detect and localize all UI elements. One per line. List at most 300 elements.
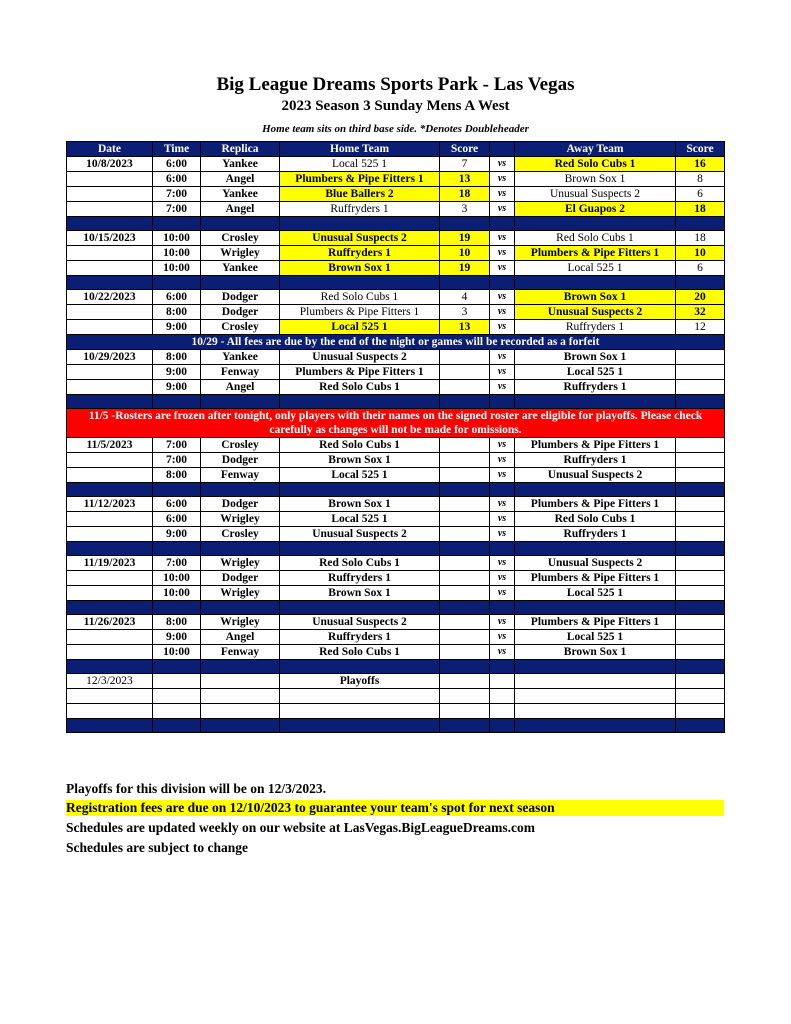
time-cell: 7:00	[153, 453, 201, 468]
game-row	[67, 261, 725, 276]
away-score-cell	[676, 586, 725, 601]
home-score-cell	[440, 497, 490, 512]
game-row	[67, 187, 725, 202]
away-score-cell	[676, 512, 725, 527]
home-score-cell: 19	[440, 231, 490, 246]
home-score-cell: 18	[440, 187, 490, 202]
time-cell: 9:00	[153, 380, 201, 395]
separator-cell	[490, 542, 515, 556]
away-team-cell: Unusual Suspects 2	[515, 556, 676, 571]
game-row	[67, 586, 725, 601]
away-score-cell	[676, 497, 725, 512]
away-score-cell	[676, 571, 725, 586]
vs-cell: vs	[490, 438, 515, 453]
replica-cell: Fenway	[201, 365, 280, 380]
away-team-cell: Red Solo Cubs 1	[515, 512, 676, 527]
game-row	[67, 305, 725, 320]
separator-cell	[201, 276, 280, 290]
away-score-cell	[676, 468, 725, 483]
home-team-cell: Unusual Suspects 2	[280, 527, 440, 542]
game-row	[67, 527, 725, 542]
home-team-cell: Plumbers & Pipe Fitters 1	[280, 305, 440, 320]
replica-cell: Crosley	[201, 231, 280, 246]
replica-cell: Angel	[201, 380, 280, 395]
home-score-cell: 3	[440, 202, 490, 217]
separator-cell	[515, 217, 676, 231]
date-cell: 11/5/2023	[67, 438, 153, 453]
away-score-cell	[676, 630, 725, 645]
time-cell: 6:00	[153, 497, 201, 512]
home-team-cell: Local 525 1	[280, 320, 440, 335]
game-row	[67, 468, 725, 483]
vs-cell: vs	[490, 231, 515, 246]
away-team-cell: Local 525 1	[515, 365, 676, 380]
home-team-cell: Ruffryders 1	[280, 202, 440, 217]
home-score-cell	[440, 571, 490, 586]
home-score-cell	[440, 556, 490, 571]
separator-cell	[201, 395, 280, 409]
date-cell: 11/19/2023	[67, 556, 153, 571]
away-score-cell: 18	[676, 231, 725, 246]
replica-cell: Crosley	[201, 527, 280, 542]
separator-cell	[440, 217, 490, 231]
vs-cell: vs	[490, 586, 515, 601]
blank-cell	[201, 704, 280, 719]
replica-cell: Dodger	[201, 497, 280, 512]
blank-cell	[515, 704, 676, 719]
separator-row	[67, 395, 725, 409]
away-team-cell: Red Solo Cubs 1	[515, 157, 676, 172]
away-score-cell	[676, 438, 725, 453]
game-row	[67, 231, 725, 246]
replica-cell: Yankee	[201, 157, 280, 172]
separator-cell	[676, 483, 725, 497]
away-score-cell: 20	[676, 290, 725, 305]
home-score-cell	[440, 380, 490, 395]
header-time: Time	[153, 142, 201, 157]
date-cell	[67, 187, 153, 202]
separator-cell	[490, 601, 515, 615]
blank-cell	[153, 689, 201, 704]
time-cell: 7:00	[153, 202, 201, 217]
home-team-cell: Ruffryders 1	[280, 571, 440, 586]
away-score-cell	[676, 365, 725, 380]
away-team-cell: Brown Sox 1	[515, 290, 676, 305]
date-cell: 10/29/2023	[67, 350, 153, 365]
vs-cell: vs	[490, 380, 515, 395]
away-score-cell: 10	[676, 246, 725, 261]
separator-cell	[515, 542, 676, 556]
home-team-cell: Red Solo Cubs 1	[280, 380, 440, 395]
notice-row	[67, 335, 725, 350]
replica-cell: Fenway	[201, 468, 280, 483]
home-score-cell: 13	[440, 172, 490, 187]
away-score-cell: 6	[676, 187, 725, 202]
vs-cell: vs	[490, 615, 515, 630]
replica-cell: Angel	[201, 630, 280, 645]
replica-cell: Wrigley	[201, 246, 280, 261]
replica-cell: Yankee	[201, 261, 280, 276]
vs-cell: vs	[490, 172, 515, 187]
home-score-cell	[440, 453, 490, 468]
date-cell	[67, 365, 153, 380]
replica-cell: Wrigley	[201, 556, 280, 571]
game-row	[67, 630, 725, 645]
home-team-cell: Red Solo Cubs 1	[280, 556, 440, 571]
replica-cell: Wrigley	[201, 586, 280, 601]
home-team-cell: Red Solo Cubs 1	[280, 438, 440, 453]
separator-cell	[440, 660, 490, 674]
separator-cell	[515, 276, 676, 290]
date-cell: 10/8/2023	[67, 157, 153, 172]
home-score-cell	[440, 674, 490, 689]
time-cell: 9:00	[153, 527, 201, 542]
home-score-cell	[440, 365, 490, 380]
home-score-cell: 7	[440, 157, 490, 172]
blank-row	[67, 704, 725, 719]
separator-cell	[440, 542, 490, 556]
separator-cell	[676, 217, 725, 231]
replica-cell: Fenway	[201, 645, 280, 660]
away-team-cell: Red Solo Cubs 1	[515, 231, 676, 246]
away-team-cell: El Guapos 2	[515, 202, 676, 217]
date-cell: 10/15/2023	[67, 231, 153, 246]
vs-cell: vs	[490, 290, 515, 305]
separator-cell	[67, 601, 153, 615]
separator-cell	[280, 483, 440, 497]
separator-cell	[490, 719, 515, 733]
date-cell	[67, 305, 153, 320]
time-cell: 8:00	[153, 305, 201, 320]
time-cell: 9:00	[153, 365, 201, 380]
away-score-cell	[676, 674, 725, 689]
time-cell: 10:00	[153, 246, 201, 261]
date-cell	[67, 453, 153, 468]
vs-cell: vs	[490, 512, 515, 527]
vs-cell: vs	[490, 350, 515, 365]
separator-cell	[280, 542, 440, 556]
footer-registration-note: Registration fees are due on 12/10/2023 to guarantee your team's spot for next season	[66, 800, 724, 816]
home-team-cell: Unusual Suspects 2	[280, 231, 440, 246]
game-row	[67, 615, 725, 630]
vs-cell: vs	[490, 320, 515, 335]
date-cell: 11/26/2023	[67, 615, 153, 630]
time-cell: 10:00	[153, 261, 201, 276]
time-cell: 6:00	[153, 172, 201, 187]
date-cell: 11/12/2023	[67, 497, 153, 512]
separator-cell	[490, 395, 515, 409]
separator-cell	[201, 483, 280, 497]
header-away-team: Away Team	[515, 142, 676, 157]
separator-cell	[676, 660, 725, 674]
away-team-cell	[515, 674, 676, 689]
date-cell	[67, 512, 153, 527]
separator-cell	[153, 660, 201, 674]
date-cell	[67, 320, 153, 335]
time-cell: 6:00	[153, 290, 201, 305]
alert-row	[67, 409, 725, 438]
game-row	[67, 556, 725, 571]
vs-cell	[490, 674, 515, 689]
replica-cell: Yankee	[201, 350, 280, 365]
home-team-cell: Blue Ballers 2	[280, 187, 440, 202]
away-team-cell: Unusual Suspects 2	[515, 468, 676, 483]
home-team-cell: Brown Sox 1	[280, 261, 440, 276]
home-score-cell: 4	[440, 290, 490, 305]
away-team-cell: Brown Sox 1	[515, 645, 676, 660]
away-score-cell	[676, 380, 725, 395]
replica-cell: Dodger	[201, 571, 280, 586]
home-score-cell	[440, 586, 490, 601]
separator-cell	[67, 660, 153, 674]
home-team-cell: Local 525 1	[280, 468, 440, 483]
replica-cell: Yankee	[201, 187, 280, 202]
separator-cell	[153, 601, 201, 615]
replica-cell: Wrigley	[201, 512, 280, 527]
separator-cell	[153, 483, 201, 497]
time-cell: 7:00	[153, 438, 201, 453]
separator-cell	[440, 719, 490, 733]
blank-row	[67, 689, 725, 704]
blank-cell	[676, 689, 725, 704]
vs-cell: vs	[490, 305, 515, 320]
time-cell: 7:00	[153, 187, 201, 202]
separator-row	[67, 276, 725, 290]
separator-cell	[280, 217, 440, 231]
home-team-cell: Plumbers & Pipe Fitters 1	[280, 172, 440, 187]
separator-cell	[440, 395, 490, 409]
blank-cell	[280, 704, 440, 719]
separator-cell	[67, 719, 153, 733]
date-cell	[67, 172, 153, 187]
away-team-cell: Ruffryders 1	[515, 320, 676, 335]
header-replica: Replica	[201, 142, 280, 157]
home-team-cell: Red Solo Cubs 1	[280, 645, 440, 660]
header-vs	[490, 142, 515, 157]
date-cell	[67, 630, 153, 645]
separator-cell	[201, 719, 280, 733]
playoff-label: Playoffs	[280, 674, 440, 689]
vs-cell: vs	[490, 571, 515, 586]
home-team-cell: Red Solo Cubs 1	[280, 290, 440, 305]
footer-playoffs-note: Playoffs for this division will be on 12/3/2023.	[66, 781, 327, 796]
notice-text: 10/29 - All fees are due by the end of the night or games will be recorded as a forfeit	[67, 335, 725, 350]
away-score-cell	[676, 350, 725, 365]
date-cell	[67, 586, 153, 601]
away-team-cell: Local 525 1	[515, 261, 676, 276]
away-team-cell: Plumbers & Pipe Fitters 1	[515, 497, 676, 512]
away-score-cell	[676, 615, 725, 630]
game-row	[67, 380, 725, 395]
home-score-cell: 3	[440, 305, 490, 320]
blank-cell	[67, 704, 153, 719]
away-team-cell: Brown Sox 1	[515, 172, 676, 187]
separator-row	[67, 601, 725, 615]
separator-cell	[280, 395, 440, 409]
table-header-row	[67, 142, 725, 157]
separator-cell	[490, 660, 515, 674]
replica-cell: Angel	[201, 202, 280, 217]
away-team-cell: Plumbers & Pipe Fitters 1	[515, 571, 676, 586]
game-row	[67, 350, 725, 365]
date-cell	[67, 246, 153, 261]
away-score-cell: 6	[676, 261, 725, 276]
home-team-cell: Unusual Suspects 2	[280, 615, 440, 630]
away-team-cell: Ruffryders 1	[515, 453, 676, 468]
vs-cell: vs	[490, 365, 515, 380]
separator-cell	[153, 395, 201, 409]
vs-cell: vs	[490, 556, 515, 571]
time-cell: 8:00	[153, 468, 201, 483]
away-score-cell: 8	[676, 172, 725, 187]
replica-cell: Dodger	[201, 305, 280, 320]
away-score-cell	[676, 453, 725, 468]
game-row	[67, 645, 725, 660]
time-cell: 8:00	[153, 350, 201, 365]
game-row	[67, 172, 725, 187]
vs-cell: vs	[490, 527, 515, 542]
home-team-cell: Brown Sox 1	[280, 497, 440, 512]
replica-cell: Dodger	[201, 453, 280, 468]
away-score-cell	[676, 556, 725, 571]
game-row	[67, 246, 725, 261]
separator-cell	[153, 542, 201, 556]
separator-cell	[676, 542, 725, 556]
away-team-cell: Plumbers & Pipe Fitters 1	[515, 615, 676, 630]
game-row	[67, 320, 725, 335]
blank-cell	[201, 689, 280, 704]
replica-cell	[201, 674, 280, 689]
separator-cell	[153, 276, 201, 290]
schedule-table	[66, 141, 725, 733]
blank-cell	[440, 704, 490, 719]
separator-cell	[515, 601, 676, 615]
vs-cell: vs	[490, 497, 515, 512]
separator-cell	[490, 217, 515, 231]
separator-cell	[67, 542, 153, 556]
header-home-score: Score	[440, 142, 490, 157]
separator-cell	[280, 601, 440, 615]
home-score-cell	[440, 527, 490, 542]
header-home-team: Home Team	[280, 142, 440, 157]
game-row	[67, 497, 725, 512]
away-score-cell: 18	[676, 202, 725, 217]
separator-cell	[280, 719, 440, 733]
replica-cell: Angel	[201, 172, 280, 187]
home-score-cell: 13	[440, 320, 490, 335]
game-row	[67, 512, 725, 527]
footer-website-note: Schedules are updated weekly on our website at LasVegas.BigLeagueDreams.com	[66, 820, 536, 835]
vs-cell: vs	[490, 246, 515, 261]
separator-cell	[67, 276, 153, 290]
blank-cell	[676, 704, 725, 719]
time-cell: 9:00	[153, 320, 201, 335]
away-team-cell: Brown Sox 1	[515, 350, 676, 365]
separator-cell	[67, 483, 153, 497]
vs-cell: vs	[490, 187, 515, 202]
blank-cell	[440, 689, 490, 704]
time-cell: 10:00	[153, 231, 201, 246]
away-team-cell: Unusual Suspects 2	[515, 187, 676, 202]
vs-cell: vs	[490, 261, 515, 276]
separator-cell	[515, 395, 676, 409]
home-team-cell: Brown Sox 1	[280, 453, 440, 468]
time-cell	[153, 674, 201, 689]
separator-cell	[67, 217, 153, 231]
separator-cell	[515, 660, 676, 674]
time-cell: 10:00	[153, 586, 201, 601]
separator-cell	[201, 601, 280, 615]
replica-cell: Dodger	[201, 290, 280, 305]
separator-cell	[440, 483, 490, 497]
separator-row	[67, 719, 725, 733]
footer-change-note: Schedules are subject to change	[66, 840, 248, 855]
home-score-cell	[440, 615, 490, 630]
date-cell: 12/3/2023	[67, 674, 153, 689]
blank-cell	[490, 689, 515, 704]
time-cell: 6:00	[153, 512, 201, 527]
separator-cell	[440, 601, 490, 615]
away-team-cell: Ruffryders 1	[515, 527, 676, 542]
separator-cell	[676, 719, 725, 733]
game-row	[67, 157, 725, 172]
replica-cell: Crosley	[201, 320, 280, 335]
date-cell	[67, 380, 153, 395]
time-cell: 7:00	[153, 556, 201, 571]
date-cell	[67, 645, 153, 660]
game-row	[67, 453, 725, 468]
schedule-note: Home team sits on third base side. *Denotes Doubleheader	[262, 123, 529, 135]
game-row	[67, 290, 725, 305]
separator-row	[67, 483, 725, 497]
home-score-cell	[440, 438, 490, 453]
separator-cell	[201, 217, 280, 231]
blank-cell	[67, 689, 153, 704]
home-team-cell: Local 525 1	[280, 157, 440, 172]
vs-cell: vs	[490, 630, 515, 645]
home-score-cell	[440, 645, 490, 660]
blank-cell	[153, 704, 201, 719]
away-team-cell: Plumbers & Pipe Fitters 1	[515, 438, 676, 453]
away-score-cell: 12	[676, 320, 725, 335]
time-cell: 6:00	[153, 157, 201, 172]
home-score-cell: 10	[440, 246, 490, 261]
date-cell	[67, 202, 153, 217]
date-cell	[67, 261, 153, 276]
separator-cell	[280, 660, 440, 674]
home-team-cell: Plumbers & Pipe Fitters 1	[280, 365, 440, 380]
separator-cell	[201, 660, 280, 674]
date-cell	[67, 468, 153, 483]
page-subtitle: 2023 Season 3 Sunday Mens A West	[281, 98, 510, 114]
time-cell: 10:00	[153, 645, 201, 660]
separator-cell	[515, 719, 676, 733]
separator-cell	[515, 483, 676, 497]
time-cell: 10:00	[153, 571, 201, 586]
game-row	[67, 365, 725, 380]
separator-cell	[280, 276, 440, 290]
game-row	[67, 571, 725, 586]
away-score-cell	[676, 645, 725, 660]
vs-cell: vs	[490, 468, 515, 483]
home-score-cell	[440, 512, 490, 527]
game-row	[67, 202, 725, 217]
separator-cell	[67, 395, 153, 409]
separator-cell	[676, 601, 725, 615]
header-away-score: Score	[676, 142, 725, 157]
separator-cell	[440, 276, 490, 290]
home-team-cell: Ruffryders 1	[280, 246, 440, 261]
